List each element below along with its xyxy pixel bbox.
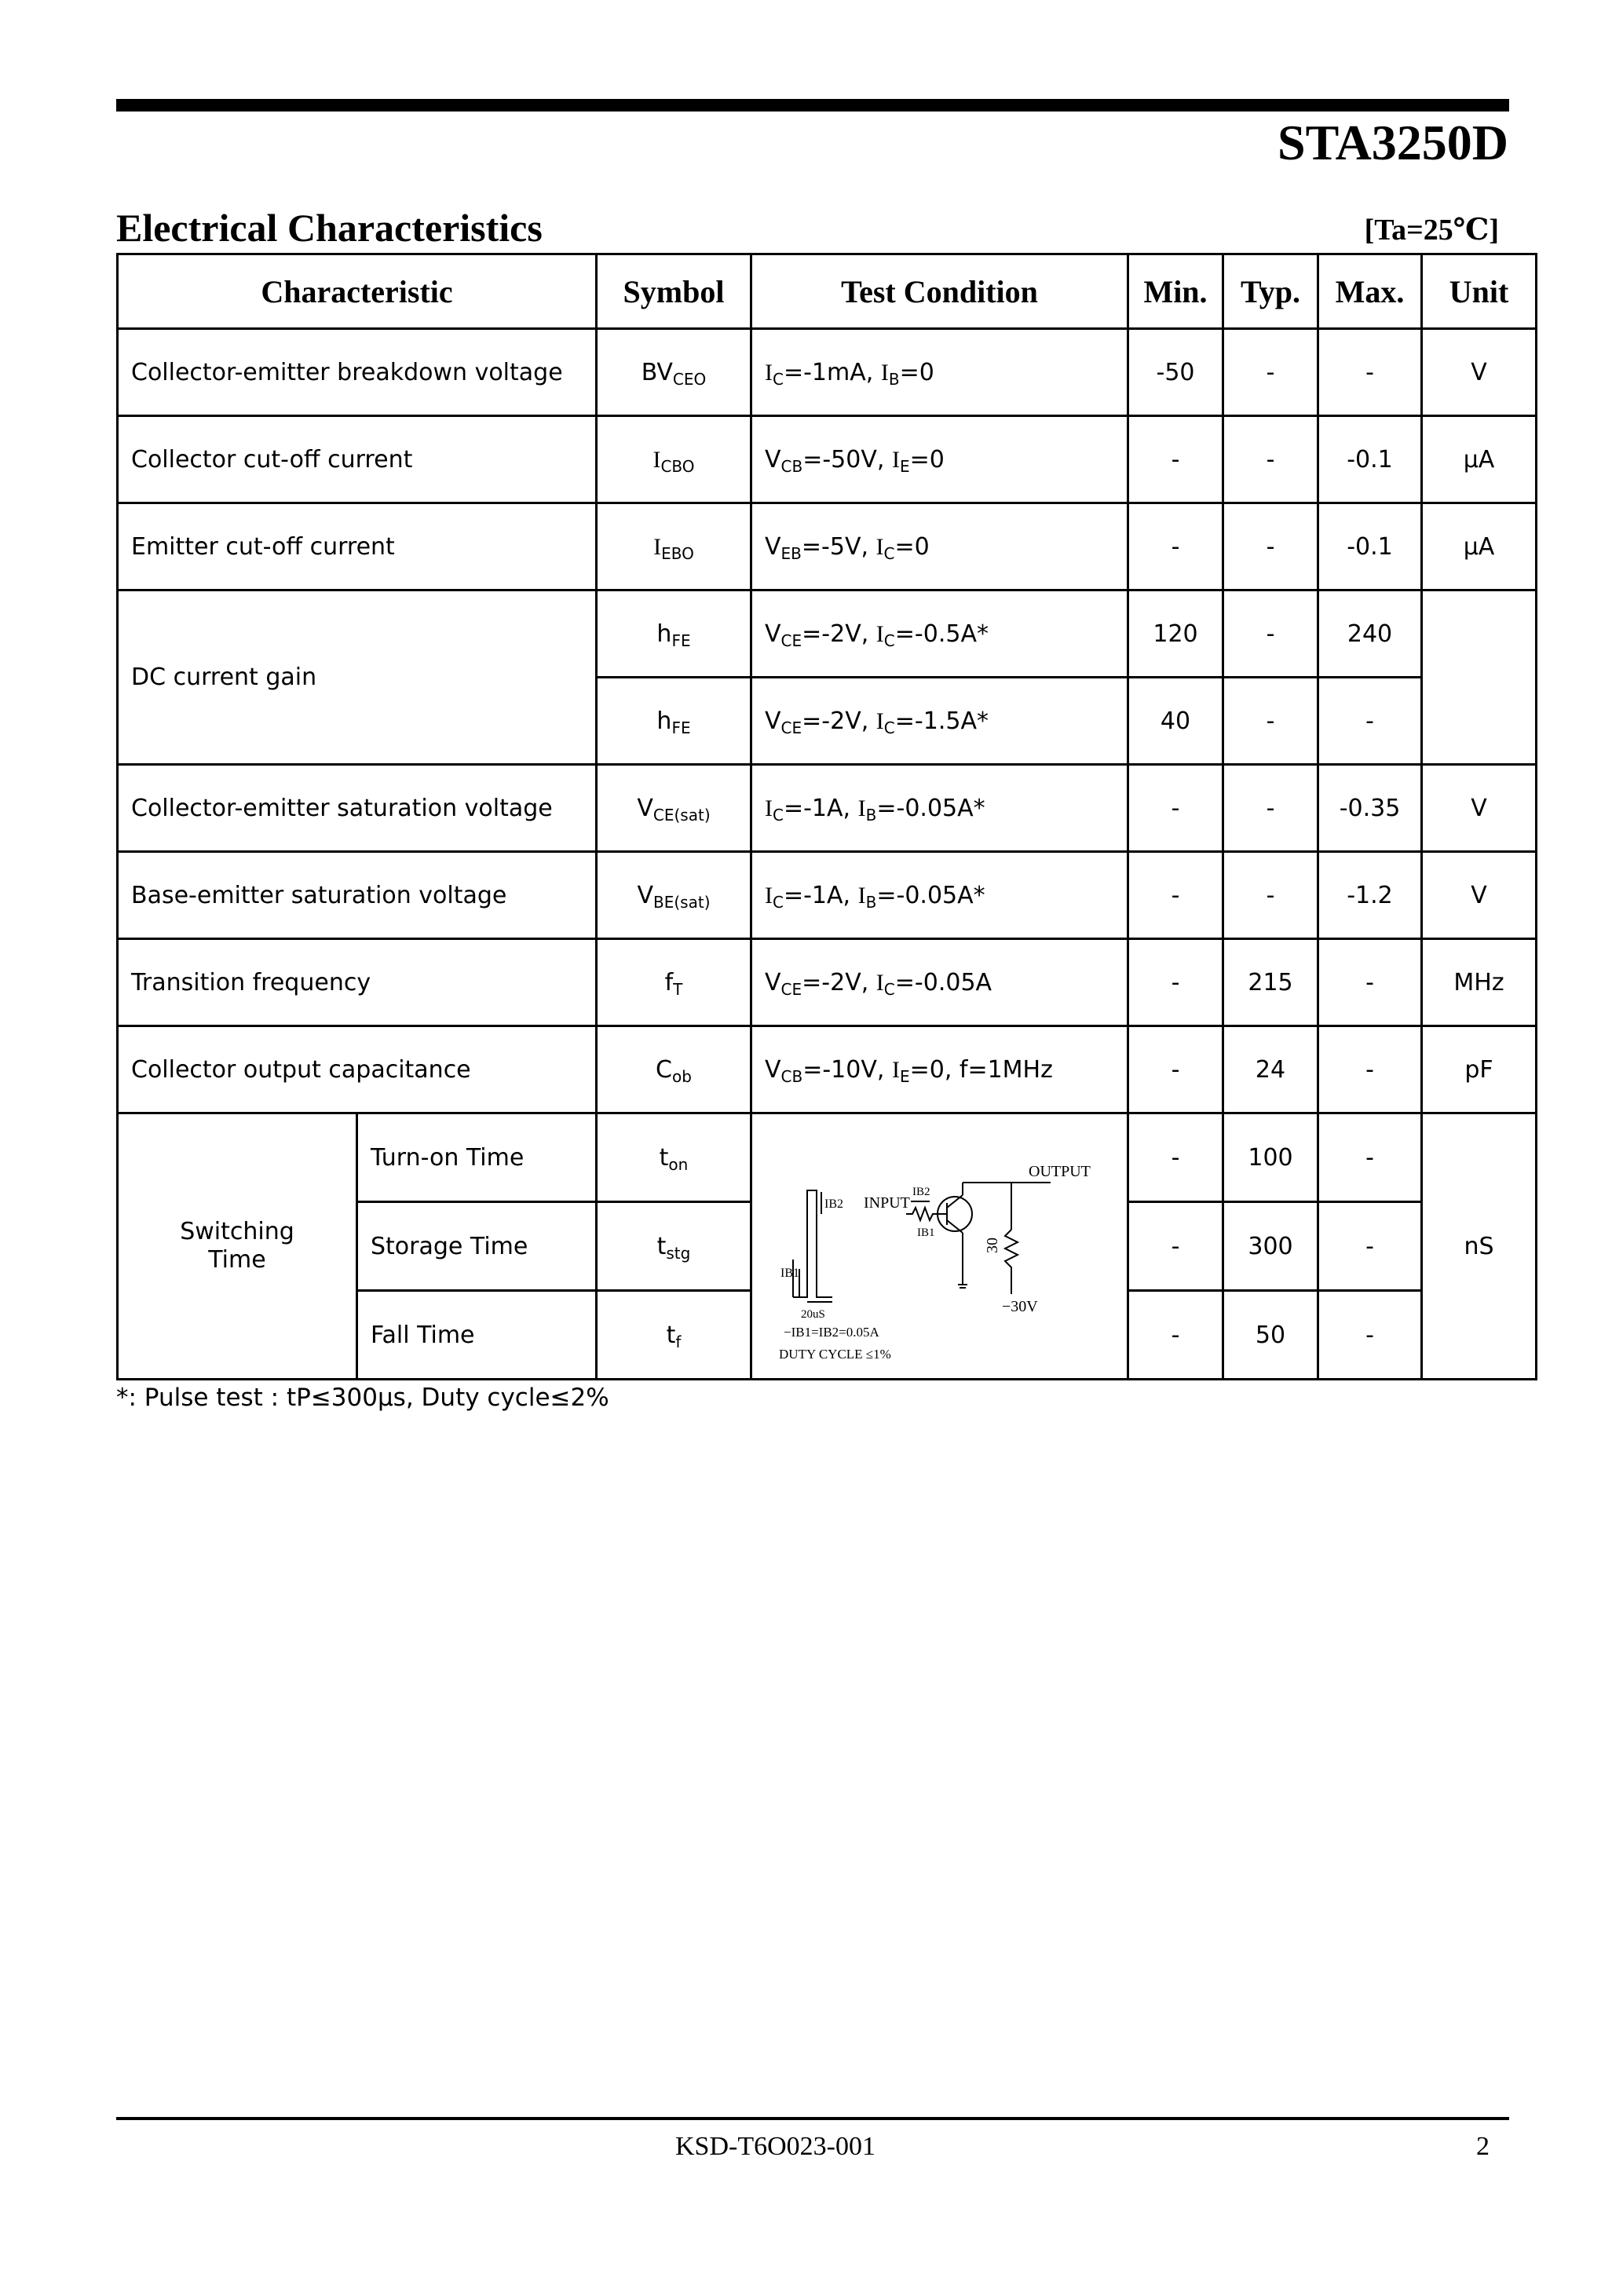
typ-cell: -: [1223, 329, 1318, 416]
max-cell: -: [1318, 678, 1422, 765]
switching-time-label: Switching Time: [118, 1113, 357, 1380]
max-cell: -: [1318, 1291, 1422, 1380]
max-cell: -: [1318, 1202, 1422, 1291]
min-cell: -: [1128, 1026, 1223, 1113]
unit-cell: V: [1422, 329, 1537, 416]
typ-cell: -: [1223, 416, 1318, 503]
output-label: OUTPUT: [1029, 1163, 1091, 1180]
min-cell: 40: [1128, 678, 1223, 765]
test-condition-cell: $I_C=-1A$, $I_B=-0.05A*$: [751, 765, 1128, 852]
table-row: [118, 939, 1537, 1026]
ambient-temperature: [Ta=25℃]: [1364, 214, 1499, 247]
min-cell: -: [1128, 1202, 1223, 1291]
page-number: 2: [1476, 2132, 1490, 2161]
col-header-min: Min.: [1128, 254, 1223, 329]
electrical-characteristics-table: [116, 253, 1537, 1380]
unit-cell: μA: [1422, 503, 1537, 590]
characteristic-cell: Collector-emitter breakdown voltage: [118, 329, 597, 416]
symbol-cell: $t_{on}$: [597, 1113, 751, 1202]
table-header-row: [118, 254, 1537, 329]
unit-cell: V: [1422, 852, 1537, 939]
min-cell: -: [1128, 852, 1223, 939]
pulse-test-footnote: *: Pulse test : tP≤300μs, Duty cycle≤2%: [116, 1384, 609, 1412]
test-condition-cell: $V_{CE}=-2V$, $I_C=-1.5A*$: [751, 678, 1128, 765]
col-header-symbol: Symbol: [597, 254, 751, 329]
ib1-label: IB1: [780, 1267, 799, 1280]
col-header-unit: Unit: [1422, 254, 1537, 329]
max-cell: -: [1318, 1026, 1422, 1113]
test-condition-cell: $I_C=-1mA$, $I_B=0$: [751, 329, 1128, 416]
typ-cell: -: [1223, 678, 1318, 765]
min-cell: -50: [1128, 329, 1223, 416]
max-cell: -0.1: [1318, 416, 1422, 503]
footer-rule: [116, 2117, 1509, 2120]
max-cell: -1.2: [1318, 852, 1422, 939]
test-condition-cell: $V_{CB}=-50V$, $I_E=0$: [751, 416, 1128, 503]
test-condition-cell: $V_{CB}=-10V$, $I_E=0$, f=1MHz: [751, 1026, 1128, 1113]
table-row: [118, 590, 1537, 678]
unit-cell: μA: [1422, 416, 1537, 503]
min-cell: -: [1128, 765, 1223, 852]
characteristic-cell: DC current gain: [118, 590, 597, 765]
table-row: [118, 852, 1537, 939]
characteristic-cell: Collector output capacitance: [118, 1026, 597, 1113]
max-cell: -: [1318, 329, 1422, 416]
test-condition-cell: $V_{CE}=-2V$, $I_C=-0.05A$: [751, 939, 1128, 1026]
section-title: Electrical Characteristics: [116, 206, 543, 250]
header-rule: [116, 99, 1509, 112]
test-condition-cell: $V_{EB}=-5V$, $I_C=0$: [751, 503, 1128, 590]
characteristic-cell: Storage Time: [357, 1202, 597, 1291]
characteristic-cell: Turn-on Time: [357, 1113, 597, 1202]
typ-cell: 215: [1223, 939, 1318, 1026]
resistor-label: 30: [984, 1238, 1001, 1253]
characteristic-cell: Fall Time: [357, 1291, 597, 1380]
typ-cell: -: [1223, 852, 1318, 939]
test-condition-cell: $I_C=-1A$, $I_B=-0.05A*$: [751, 852, 1128, 939]
pulse-width-label: 20uS: [801, 1308, 825, 1321]
min-cell: -: [1128, 416, 1223, 503]
load-resistor: [1005, 1230, 1018, 1294]
symbol-cell: $t_{stg}$: [597, 1202, 751, 1291]
input-label: INPUT: [864, 1194, 910, 1212]
max-cell: 240: [1318, 590, 1422, 678]
symbol-cell: $I_{CBO}$: [597, 416, 751, 503]
supply-label: −30V: [1002, 1298, 1038, 1315]
min-cell: -: [1128, 1113, 1223, 1202]
unit-cell: V: [1422, 765, 1537, 852]
current-label: −IB1=IB2=0.05A: [784, 1325, 879, 1340]
unit-cell: [1422, 590, 1537, 765]
col-header-typ: Typ.: [1223, 254, 1318, 329]
document-code: KSD-T6O023-001: [675, 2132, 875, 2161]
table-row: [118, 1026, 1537, 1113]
max-cell: -: [1318, 939, 1422, 1026]
symbol-cell: $h_{FE}$: [597, 678, 751, 765]
col-header-characteristic: Characteristic: [118, 254, 597, 329]
typ-cell: -: [1223, 590, 1318, 678]
symbol-cell: $BV_{CEO}$: [597, 329, 751, 416]
col-header-test-condition: Test Condition: [751, 254, 1128, 329]
symbol-cell: $C_{ob}$: [597, 1026, 751, 1113]
characteristic-cell: Collector-emitter saturation voltage: [118, 765, 597, 852]
unit-cell: nS: [1422, 1113, 1537, 1380]
test-condition-cell: $V_{CE}=-2V$, $I_C=-0.5A*$: [751, 590, 1128, 678]
switching-test-circuit: [751, 1113, 1128, 1380]
characteristic-cell: Transition frequency: [118, 939, 597, 1026]
typ-cell: -: [1223, 765, 1318, 852]
ib2-circuit-label: IB2: [912, 1186, 930, 1198]
table-row: [118, 1113, 1537, 1202]
max-cell: -0.35: [1318, 765, 1422, 852]
typ-cell: 300: [1223, 1202, 1318, 1291]
ib2-label: IB2: [824, 1197, 843, 1211]
table-row: [118, 329, 1537, 416]
typ-cell: -: [1223, 503, 1318, 590]
symbol-cell: $h_{FE}$: [597, 590, 751, 678]
col-header-max: Max.: [1318, 254, 1422, 329]
characteristic-cell: Emitter cut-off current: [118, 503, 597, 590]
ib1-circuit-label: IB1: [917, 1227, 935, 1239]
characteristic-cell: Collector cut-off current: [118, 416, 597, 503]
characteristic-cell: Base-emitter saturation voltage: [118, 852, 597, 939]
typ-cell: 100: [1223, 1113, 1318, 1202]
typ-cell: 24: [1223, 1026, 1318, 1113]
min-cell: -: [1128, 1291, 1223, 1380]
table-row: [118, 503, 1537, 590]
table-row: [118, 416, 1537, 503]
min-cell: -: [1128, 503, 1223, 590]
max-cell: -: [1318, 1113, 1422, 1202]
unit-cell: MHz: [1422, 939, 1537, 1026]
symbol-cell: $t_f$: [597, 1291, 751, 1380]
symbol-cell: $V_{CE(sat)}$: [597, 765, 751, 852]
switching-test-circuit-diagram: [752, 1120, 1126, 1373]
part-number: STA3250D: [1278, 115, 1508, 170]
symbol-cell: $f_T$: [597, 939, 751, 1026]
table-row: [118, 765, 1537, 852]
base-resistor: [906, 1208, 941, 1220]
max-cell: -0.1: [1318, 503, 1422, 590]
unit-cell: pF: [1422, 1026, 1537, 1113]
min-cell: -: [1128, 939, 1223, 1026]
typ-cell: 50: [1223, 1291, 1318, 1380]
min-cell: 120: [1128, 590, 1223, 678]
symbol-cell: $I_{EBO}$: [597, 503, 751, 590]
duty-cycle-label: DUTY CYCLE ≤1%: [779, 1347, 891, 1362]
symbol-cell: $V_{BE(sat)}$: [597, 852, 751, 939]
